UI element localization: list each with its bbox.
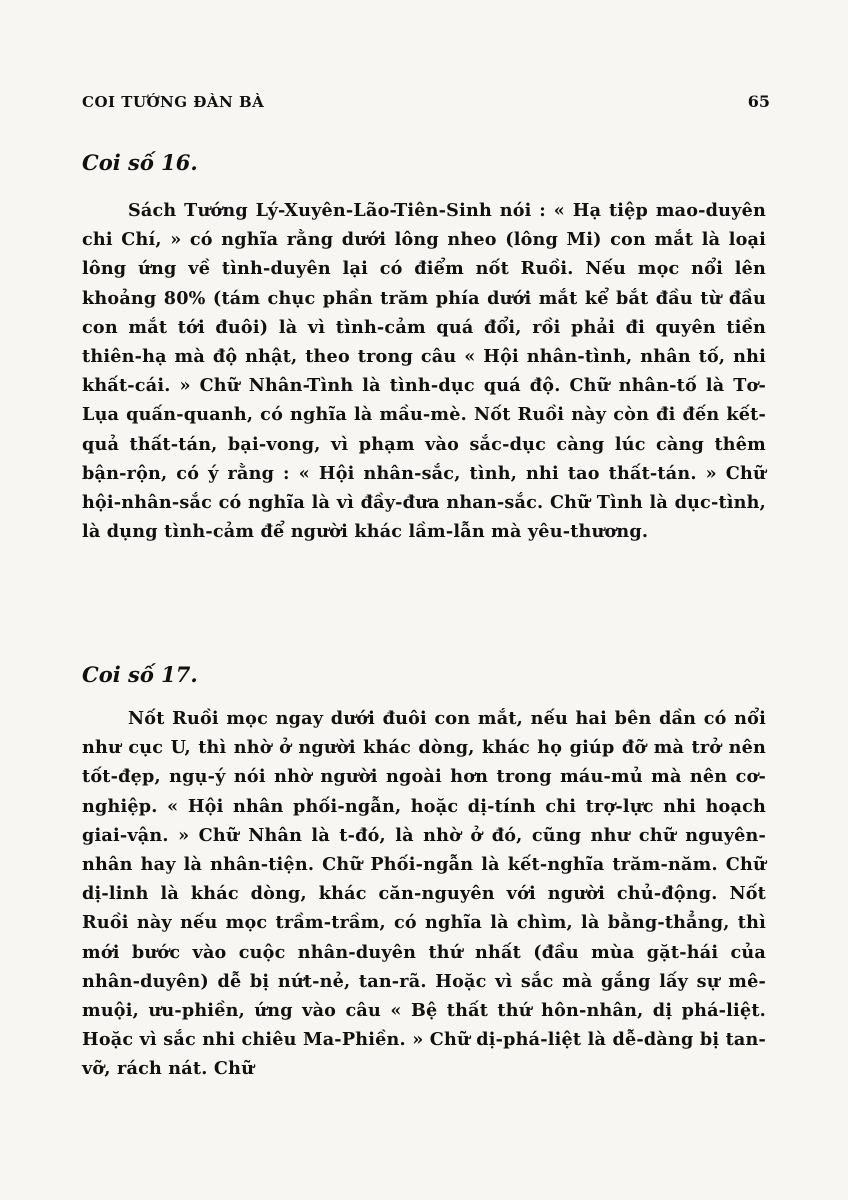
section-heading-17: Coi số 17. [82,662,198,687]
running-title: COI TƯỚNG ĐÀN BÀ [82,93,265,111]
paragraph-16: Sách Tướng Lý-Xuyên-Lão-Tiên-Sinh nói : « Hạ tiệp mao-duyên chi Chí, » có nghĩa rằng dưới lông nheo (lông Mi) con mắt là loại lông ứng về tình-duyên lại có điểm nốt Ruồi. Nếu mọc nổi lên khoảng 80% (tám chục phần trăm phía dưới mắt kể bắt đầu từ đầu con mắt tới đuôi) là vì tình-cảm quá đổi, rồi phải đi quyên tiền thiên-hạ mà độ nhật, theo trong câu « Hội nhân-tình, nhân tố, nhi khất-cái. » Chữ Nhân-Tình là tình-dục quá độ. Chữ nhân-tố là Tơ-Lụa quấn-quanh, có nghĩa là mầu-mè. Nốt Ruồi này còn đi đến kết-quả thất-tán, bại-vong, vì phạm vào sắc-dục càng lúc càng thêm bận-rộn, có ý rằng : « Hội nhân-sắc, tình, nhi tao thất-tán. » Chữ hội-nhân-sắc có nghĩa là vì đầy-đưa nhan-sắc. Chữ Tình là dục-tình, là dụng tình-cảm để người khác lầm-lẫn mà yêu-thương. [82,200,766,543]
page-number: 65 [747,92,770,111]
page-header [82,92,770,111]
section-heading-16: Coi số 16. [82,150,198,175]
paragraph-17: Nốt Ruồi mọc ngay dưới đuôi con mắt, nếu hai bên dần có nổi như cục U, thì nhờ ở người khác dòng, khác họ giúp đỡ mà trở nên tốt-đẹp, ngụ-ý nói nhờ người ngoài hơn trong máu-mủ mà nên cơ-nghiệp. « Hội nhân phối-ngẫn, hoặc dị-tính chi trợ-lực nhi hoạch giai-vận. » Chữ Nhân là t-đó, là nhờ ở đó, cũng như chữ nguyên-nhân hay là nhân-tiện. Chữ Phối-ngẫn là kết-nghĩa trăm-năm. Chữ dị-linh là khác dòng, khác căn-nguyên với người chủ-động. Nốt Ruồi này nếu mọc trầm-trầm, có nghĩa là chìm, là bằng-thẳng, thì mới bước vào cuộc nhân-duyên thứ nhất (đầu mùa gặt-hái của nhân-duyên) dễ bị nứt-nẻ, tan-rã. Hoặc vì sắc mà gắng lấy sự mê-muội, ưu-phiền, ứng vào câu « Bệ thất thứ hôn-nhân, dị phá-liệt. Hoặc vì sắc nhi chiêu Ma-Phiền. » Chữ dị-phá-liệt là dễ-dàng bị tan-vỡ, rách nát. Chữ [82,708,766,1080]
